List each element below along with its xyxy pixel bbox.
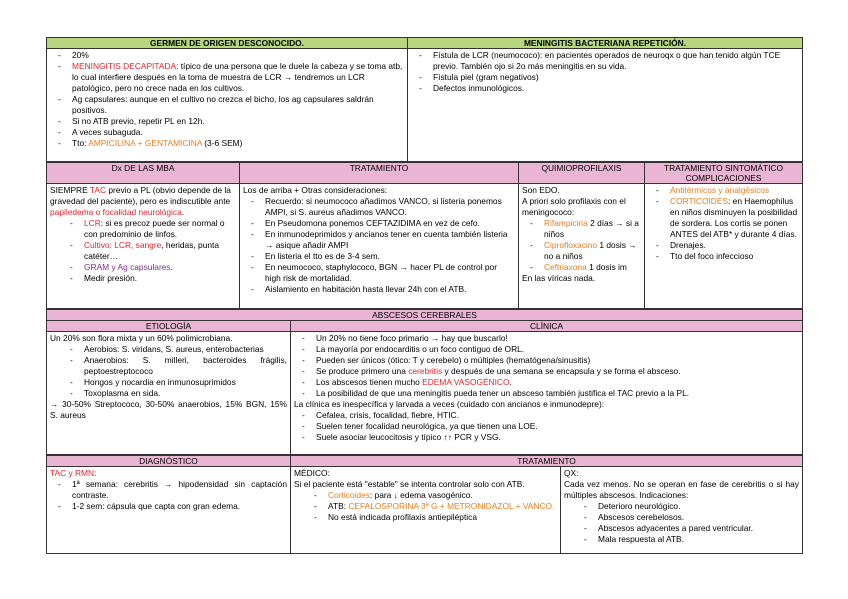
list-item: [522, 262, 641, 273]
quimio-ceftri: Ceftriaxona: [544, 262, 587, 272]
list-item: - La posibilidad de que una meningitis pueda tener un absceso también justifica el TAC previo a la PL.: [294, 388, 799, 399]
clin-edema-a: Los abscesos tienen mucho: [316, 377, 423, 387]
med-cort-label: Corticoides: [328, 490, 370, 500]
clinica-list-b: [294, 410, 799, 443]
dx-tac: TAC: [89, 185, 107, 195]
list-item: - Aerobios: S. viridans, S. aureus, enterobacterias: [50, 344, 287, 355]
dx-intro-a: SIEMPRE: [50, 185, 90, 195]
decap-label: MENINGITIS DECAPITADA: [72, 61, 177, 71]
section-diag-table: [46, 455, 803, 554]
quimio-end: En las víricas nada.: [522, 273, 596, 283]
list-item: - Abscesos adyacentes a pared ventricular.: [564, 523, 799, 534]
quimio-cipro: Ciprofloxacino: [544, 240, 598, 250]
list-item: - A veces subaguda.: [50, 127, 404, 138]
dx-intro: [50, 185, 236, 218]
list-item: - En Pseudomona ponemos CEFTAZIDIMA en vez de cefo.: [243, 218, 515, 229]
clin-edema: EDEMA VASOGÉNICO: [422, 377, 510, 387]
clin-cerebritis: cerebritis: [408, 366, 443, 376]
sint-cort-label: CORTICOIDES: [670, 196, 729, 206]
dx-gram-end: .: [170, 262, 173, 272]
dx-cultivo-label: Cultivo: LCR, sangre: [84, 240, 162, 250]
list-item: - No está indicada profilaxis antiepiléptica: [294, 512, 557, 523]
diag-cell: [47, 467, 291, 554]
sint-cort-text: : en Haemophilus en niños disminuyen la posibilidad de sordera. Los cortis se ponen ANTES del ATB* y durante 4 días.: [670, 196, 798, 239]
list-item: [648, 185, 799, 196]
sint-antitermicos: Antitérmicos y analgésicos: [670, 185, 770, 195]
diag-tac-end: :: [94, 468, 97, 478]
list-item: - Ag capsulares: aunque en el cultivo no crezca el bicho, los ag capsulares saldrán positivos.: [50, 94, 404, 116]
list-item: [522, 218, 641, 240]
clin-inesp: La clínica es inespecífica y larvada a veces (cuidado con ancianos e inmunodepre):: [294, 399, 605, 409]
clinica-list-a: [294, 333, 799, 399]
sintomatico-list: [648, 185, 799, 262]
list-item: - Mala respuesta al ATB.: [564, 534, 799, 545]
section-origin-table: [46, 37, 803, 162]
quimio-list: [522, 218, 641, 273]
section-dx-table: [46, 162, 803, 309]
header-tratamiento-abscesos: TRATAMIENTO: [291, 456, 803, 467]
tto-label: Tto:: [72, 138, 89, 148]
dx-cell: [47, 184, 240, 309]
header-etiologia: ETIOLOGÍA: [47, 321, 291, 332]
list-item: [50, 240, 236, 262]
header-abscesos: ABSCESOS CEREBRALES: [47, 310, 803, 321]
quimio-ceftri-text: 1 dosis im: [586, 262, 627, 272]
list-item: - Suelen tener focalidad neurológica, ya que tienen una LOE.: [294, 421, 799, 432]
dx-cultivo-text: , heridas, punta catéter…: [84, 240, 220, 261]
tto-drugs: AMPICILINA + GENTAMICINA: [88, 138, 202, 148]
quimio-line: Son EDO.: [522, 185, 560, 195]
germen-cell: [47, 49, 408, 162]
list-item: [50, 138, 404, 149]
list-item: - Drenajes.: [648, 240, 799, 251]
dx-lcr-text: : si es precoz puede ser normal o con predominio de linfos.: [84, 218, 225, 239]
list-item: - Fístula piel (gram negativos): [411, 72, 799, 83]
dx-intro-b: previo a PL (obvio depende de la gravedad del paciente), pero es indiscutible ante: [50, 185, 231, 206]
tto-duration: (3-6 SEM): [201, 138, 243, 148]
list-item: [294, 501, 557, 512]
list-item: - Recuerdo: si neumococo añadimos VANCO, si listeria ponemos AMPI, si S. aureus añadimos VANCO.: [243, 196, 515, 218]
diag-list: [50, 479, 287, 512]
med-title: MÉDICO:: [294, 468, 330, 478]
med-atb-label: ATB:: [328, 501, 349, 511]
header-clinica: CLÍNICA: [291, 321, 803, 332]
list-item: - Suele asociar leucocitosis y típico ↑↑ PCR y VSG.: [294, 432, 799, 443]
dx-gram: GRAM y Ag capsulares: [84, 262, 171, 272]
med-intro: Si el paciente está "estable" se intenta controlar solo con ATB.: [294, 479, 525, 489]
med-cort-text: : para ↓ edema vasogénico.: [369, 490, 473, 500]
list-item: [50, 61, 404, 94]
quimio-rif-text: 2 días → si a niños: [544, 218, 639, 239]
quimio-line: A priori solo profilaxis con el meningococo:: [522, 196, 626, 217]
clin-cere-c: y después de una semana se encapsula y se forma el absceso.: [442, 366, 681, 376]
list-item: - En listeria el tto es de 3-4 sem.: [243, 251, 515, 262]
list-item: - Anaerobios: S. milleri, bacteroides frágilis, peptoestreptococo: [50, 355, 287, 377]
list-item: - En neumococo, staphylococo, BGN → hacer PL de control por high risk de mortalidad.: [243, 262, 515, 284]
list-item: - Si no ATB previo, repetir PL en 12h.: [50, 116, 404, 127]
header-dx: Dx DE LAS MBA: [47, 163, 240, 184]
list-item: [50, 262, 236, 273]
list-item: - Aislamiento en habitación hasta llevar 24h con el ATB.: [243, 284, 515, 295]
list-item: - 1ª semana: cerebritis → hipodensidad sin captación contraste.: [50, 479, 287, 501]
list-item: - Medir presión.: [50, 273, 236, 284]
list-item: [50, 218, 236, 240]
header-diagnostico: DIAGNÓSTICO: [47, 456, 291, 467]
tto-list: [243, 196, 515, 295]
qx-list: [564, 501, 799, 545]
qx-cell: [561, 467, 803, 554]
header-meningitis-repeticion: MENINGITIS BACTERIANA REPETICIÓN.: [408, 38, 803, 49]
diag-tac: [50, 468, 287, 479]
dx-lcr-label: LCR: [84, 218, 101, 228]
list-item: - 1-2 sem: cápsula que capta con gran edema.: [50, 501, 287, 512]
list-item: [522, 240, 641, 262]
tratamiento-cell: [240, 184, 519, 309]
etio-intro: Un 20% son flora mixta y un 60% polimicrobiana.: [50, 333, 233, 343]
repeticion-list: [411, 50, 799, 94]
clin-edema-c: .: [509, 377, 512, 387]
list-item: - La mayoría por endocarditis o un foco contiguo de ORL.: [294, 344, 799, 355]
tto-intro: Los de arriba + Otras consideraciones:: [243, 185, 388, 195]
list-item: - Toxoplasma en sida.: [50, 388, 287, 399]
header-quimioprofilaxis: QUIMIOPROFILAXIS: [519, 163, 645, 184]
med-atb-drugs: CEFALOSPORINA 3ª G + METRONIDAZOL + VANCO.: [348, 501, 555, 511]
medico-cell: [291, 467, 561, 554]
list-item: - Hongos y nocardia en inmunosuprimidos: [50, 377, 287, 388]
list-item: - Pueden ser únicos (ótico: T y cerebelo) o múltiples (hematógena/sinusitis): [294, 355, 799, 366]
header-germen: GERMEN DE ORIGEN DESCONOCIDO.: [47, 38, 408, 49]
etio-end: → 30-50% Streptococo, 30-50% anaerobios, 15% BGN, 15% S. aureus: [50, 399, 287, 420]
dx-list: [50, 218, 236, 284]
list-item: - Deterioro neurológico.: [564, 501, 799, 512]
repeticion-cell: [408, 49, 803, 162]
quimio-cipro-text: 1 dosis → no a niños: [544, 240, 637, 261]
dx-papiledema: papiledema o focalidad neurológica: [50, 207, 182, 217]
list-item: - Defectos inmunológicos.: [411, 83, 799, 94]
list-item: [294, 366, 799, 377]
notes-page: [46, 37, 802, 554]
quimio-cell: [519, 184, 645, 309]
decap-text: : típico de una persona que le duele la cabeza y se toma atb, lo cual interfiere después en la toma de muestra de LCR → tendremos un LCR patológico, pero no crece nada en los cultivos.: [72, 61, 403, 93]
header-tratamiento: TRATAMIENTO: [240, 163, 519, 184]
clin-cere-a: Se produce primero una: [316, 366, 409, 376]
qx-title: QX:: [564, 468, 579, 478]
list-item: - Tto del foco infeccioso: [648, 251, 799, 262]
list-item: [294, 490, 557, 501]
list-item: - Un 20% no tiene foco primario → hay que buscarlo!: [294, 333, 799, 344]
sintomatico-cell: [645, 184, 803, 309]
etiologia-cell: [47, 332, 291, 455]
germen-list: [50, 50, 404, 149]
qx-intro: Cada vez menos. No se operan en fase de cerebritis o si hay múltiples abscesos. Indicaciones:: [564, 479, 799, 500]
section-abscesos-table: [46, 309, 803, 455]
etio-list: [50, 344, 287, 399]
list-item: - 20%: [50, 50, 404, 61]
diag-tac-label: TAC y RMN: [50, 468, 95, 478]
list-item: - Abscesos cerebelosos.: [564, 512, 799, 523]
list-item: - Cefalea, crisis, focalidad, fiebre, HTIC.: [294, 410, 799, 421]
clinica-cell: [291, 332, 803, 455]
med-list: [294, 490, 557, 523]
header-sintomatico: TRATAMIENTO SINTOMÁTICO COMPLICACIONES: [645, 163, 803, 184]
list-item: [294, 377, 799, 388]
dx-intro-c: .: [181, 207, 185, 217]
list-item: - En inmunodeprimidos y ancianos tener en cuenta también listeria → asique añadir AMPI: [243, 229, 515, 251]
list-item: [648, 196, 799, 240]
list-item: - Fístula de LCR (neumococo): en pacientes operados de neuroqx o que han tenido algún TCE previo. También ojo si 2o más meningitis en su vida.: [411, 50, 799, 72]
quimio-rif: Rifampicina: [544, 218, 588, 228]
